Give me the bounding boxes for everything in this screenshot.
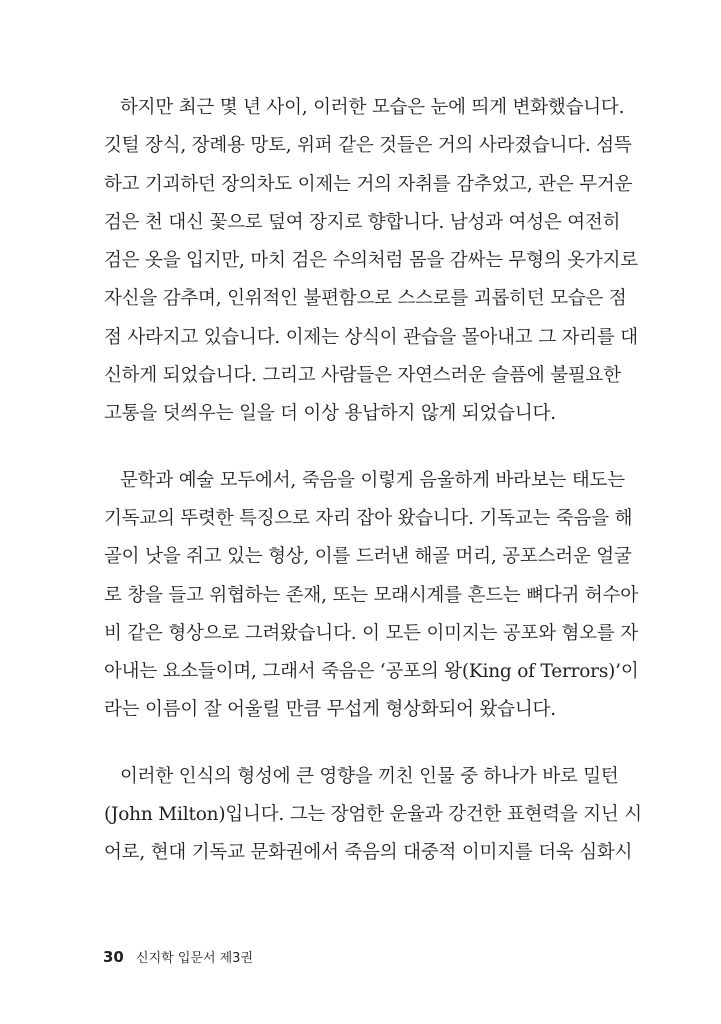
text-line: 검은 천 대신 꽃으로 덮여 장지로 향합니다. 남성과 여성은 여전히 (104, 211, 621, 233)
text-line: 아내는 요소들이며, 그래서 죽음은 ‘공포의 왕(King of Terrors)’이 (104, 661, 639, 683)
text-line: 어로, 현대 기독교 문화권에서 죽음의 대중적 이미지를 더욱 심화시 (104, 842, 633, 864)
text-line: 점 사라지고 있습니다. 이제는 상식이 관습을 몰아내고 그 자리를 대 (104, 326, 638, 348)
text-line: 골이 낫을 쥐고 있는 형상, 이를 드러낸 해골 머리, 공포스러운 얼굴 (104, 546, 632, 568)
text-line: 기독교의 뚜렷한 특징으로 자리 잡아 왔습니다. 기독교는 죽음을 해 (104, 507, 633, 529)
text-line: 깃털 장식, 장례용 망토, 위퍼 같은 것들은 거의 사라졌습니다. 섬뜩 (104, 135, 632, 157)
body-text (104, 89, 642, 901)
text-line: 비 같은 형상으로 그려왔습니다. 이 모든 이미지는 공포와 혐오를 자 (104, 622, 638, 644)
paragraph-2 (104, 462, 639, 730)
text-line: 하고 기괴하던 장의차도 이제는 거의 자취를 감추었고, 관은 무거운 (104, 173, 633, 195)
text-line: 고통을 덧씌우는 일을 더 이상 용납하지 않게 되었습니다. (104, 403, 556, 425)
text-line: 자신을 감추며, 인위적인 불편함으로 스스로를 괴롭히던 모습은 점 (104, 288, 627, 310)
text-line: 문학과 예술 모두에서, 죽음을 이렇게 음울하게 바라보는 태도는 (120, 469, 625, 491)
running-title: 신지학 입문서 제3권 (136, 951, 254, 966)
text-line: 이러한 인식의 형성에 큰 영향을 끼친 인물 중 하나가 바로 밀턴 (120, 765, 619, 787)
page-number: 30 (103, 948, 124, 966)
text-line: 신하게 되었습니다. 그리고 사람들은 자연스러운 슬픔에 불필요한 (104, 365, 621, 387)
text-line: 라는 이름이 잘 어울릴 만큼 무섭게 형상화되어 왔습니다. (104, 699, 556, 721)
text-line: 검은 옷을 입지만, 마치 검은 수의처럼 몸을 감싸는 무형의 옷가지로 (104, 250, 638, 272)
text-line: 로 창을 들고 위협하는 존재, 또는 모래시계를 흔드는 뼈다귀 허수아 (104, 584, 638, 606)
paragraph-1 (104, 89, 638, 434)
text-line: (John Milton)입니다. 그는 장엄한 운율과 강건한 표현력을 지닌 시 (104, 804, 642, 826)
paragraph-3 (104, 758, 642, 873)
page-footer (103, 947, 253, 967)
text-line: 하지만 최근 몇 년 사이, 이러한 모습은 눈에 띄게 변화했습니다. (120, 97, 625, 118)
